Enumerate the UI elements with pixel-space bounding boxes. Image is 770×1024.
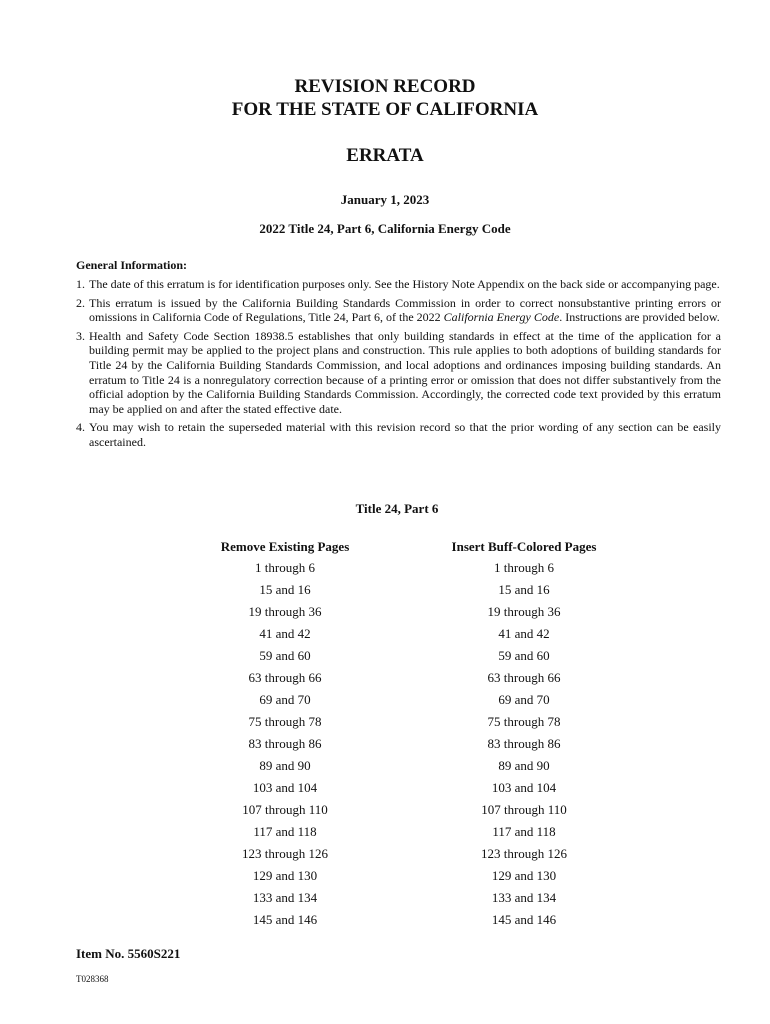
insert-page-range: 103 and 104	[491, 780, 557, 795]
list-item-number: 1.	[76, 277, 85, 291]
pages-table-heading: Title 24, Part 6	[355, 501, 439, 516]
insert-page-range: 129 and 130	[491, 868, 557, 883]
code-subtitle: 2022 Title 24, Part 6, California Energy Code	[259, 221, 511, 236]
insert-page-range: 123 through 126	[481, 846, 567, 861]
title-line-2: FOR THE STATE OF CALIFORNIA	[231, 99, 539, 120]
insert-page-range: 145 and 146	[491, 912, 557, 927]
insert-page-range: 15 and 16	[498, 582, 550, 597]
insert-page-range: 19 through 36	[487, 604, 561, 619]
insert-page-range: 59 and 60	[498, 648, 550, 663]
insert-pages-header: Insert Buff-Colored Pages	[451, 539, 597, 554]
code-name-italic: California Energy Code	[443, 310, 560, 325]
remove-page-range: 133 and 134	[252, 890, 318, 905]
list-item-text: Health and Safety Code Section 18938.5 establishes that only building standards in effect at the time of the application for a building permit may be applied to the project plans and construction. This rule applies to both adoptions of building standards for Title 24 by the California Building Standards Commission, and local adoptions and ordinances imposing building standards. An erratum to Title 24 is a nonregulatory correction because of a printing error or omission that does not differ substantively from the official adoption by the California Building Standards Commission. Accordingly, the corrected code text provided by this erratum may be applied on and after the stated effective date.	[89, 328, 721, 416]
item-number: Item No. 5560S221	[76, 946, 181, 961]
remove-page-range: 89 and 90	[259, 758, 311, 773]
list-item	[76, 277, 721, 292]
remove-page-range: 19 through 36	[248, 604, 322, 619]
list-item-text: The date of this erratum is for identification purposes only. See the History Note Appendix on the back side or accompanying page.	[89, 277, 720, 291]
title-line-1: REVISION RECORD	[294, 76, 476, 97]
errata-heading: ERRATA	[346, 145, 424, 166]
insert-page-range: 69 and 70	[498, 692, 550, 707]
general-information-list	[76, 277, 721, 454]
insert-page-range: 63 through 66	[487, 670, 561, 685]
general-information-heading: General Information:	[76, 258, 187, 272]
list-item-text: You may wish to retain the superseded material with this revision record so that the prior wording of any section can be easily ascertained.	[89, 420, 721, 449]
remove-page-range: 107 through 110	[242, 802, 328, 817]
remove-page-range: 129 and 130	[252, 868, 318, 883]
document-code: T028368	[76, 974, 109, 984]
remove-page-range: 75 through 78	[248, 714, 322, 729]
remove-page-range: 145 and 146	[252, 912, 318, 927]
list-item-text	[89, 296, 721, 325]
remove-page-range: 83 through 86	[248, 736, 322, 751]
remove-page-range: 15 and 16	[259, 582, 311, 597]
insert-pages-column	[414, 537, 634, 931]
remove-pages-header: Remove Existing Pages	[220, 539, 350, 554]
insert-page-range: 75 through 78	[487, 714, 561, 729]
remove-page-range: 69 and 70	[259, 692, 311, 707]
list-item	[76, 420, 721, 449]
list-item-text-after: . Instructions are provided below.	[559, 310, 720, 325]
remove-page-range: 41 and 42	[259, 626, 311, 641]
remove-page-range: 103 and 104	[252, 780, 318, 795]
remove-page-range: 1 through 6	[255, 560, 315, 575]
insert-page-range: 1 through 6	[494, 560, 554, 575]
remove-page-range: 123 through 126	[242, 846, 328, 861]
list-item	[76, 296, 721, 325]
remove-page-range: 117 and 118	[253, 824, 317, 839]
insert-page-range: 41 and 42	[498, 626, 550, 641]
insert-page-range: 117 and 118	[492, 824, 556, 839]
list-item	[76, 329, 721, 417]
list-item-number: 2.	[76, 295, 85, 310]
effective-date: January 1, 2023	[340, 192, 430, 207]
remove-page-range: 59 and 60	[259, 648, 311, 663]
list-item-text-before: This erratum is issued by the California Building Standards Commission in order to correct nonsubstantive printing errors or omissions in California Code of Regulations, Title 24, Part 6, of the 2022	[89, 295, 721, 325]
insert-page-range: 89 and 90	[498, 758, 550, 773]
insert-page-range: 107 through 110	[481, 802, 567, 817]
list-item-number: 4.	[76, 420, 85, 435]
insert-page-range: 133 and 134	[491, 890, 557, 905]
list-item-number: 3.	[76, 328, 85, 343]
remove-pages-column	[175, 537, 395, 931]
remove-page-range: 63 through 66	[248, 670, 322, 685]
insert-page-range: 83 through 86	[487, 736, 561, 751]
